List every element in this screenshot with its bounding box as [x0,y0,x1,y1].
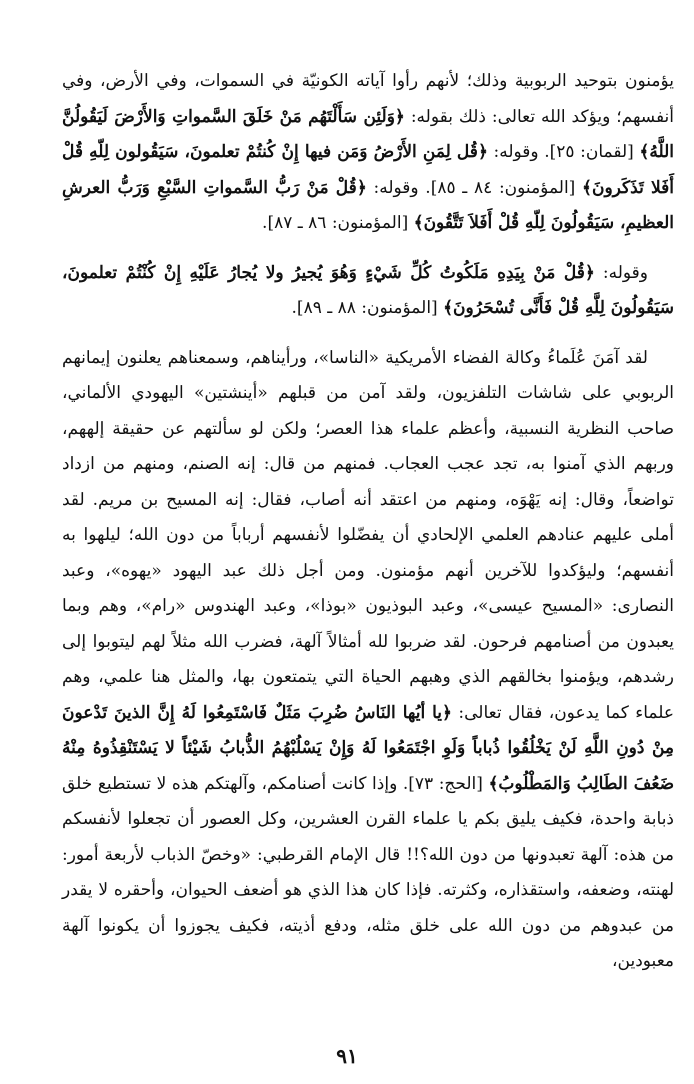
paragraph-3-segment-1: لقد آمَنَ عُلَماءُ وكالة الفضاء الأمريكية «الناسا»، ورأيناهم، وسمعناهم يعلنون إيمانهم الربوبي على شاشات التلفزيون، ولقد آمن من قبلهم «أينشتين» اليهودي الألماني، صاحب النظرية النسبية، وأعظم علماء هذا العصر؛ ولكن لو سألتهم عن حقيقة إلههم، وربهم الذي آمنوا به، تجد عجب العجاب. فمنهم من قال: إنه الصنم، ومنهم من ازداد تواضعاً، وقال: إنه يَهْوَه، ومنهم من اعتقد أنه أصاب، فقال: إنه المسيح بن مريم. لقد أملى عليهم عنادهم العلمي الإلحادي أن يفضّلوا لأنفسهم أرباباً من دون الله؛ ليلهوا به أنفسهم؛ وليؤكدوا للآخرين أنهم مؤمنون. ومن أجل ذلك عبد اليهود «يهوه»، وعبد النصارى: «المسيح عيسى»، وعبد البوذيون «بوذا»، وعبد الهندوس «رام»، وهم وبما يعبدون من أصنامهم فرحون. لقد ضربوا لله أمثالاً آلهة، فضرب الله مثلاً لهم ليتوبوا إلى رشدهم، ويؤمنوا بخالقهم الذي وهبهم الحياة التي يتمتعون بها، والمثل هنا علمي، وهم علماء كما يدعون، فقال تعالى: [62,347,674,723]
quran-verse: ﴿يا أيُها النَاسُ ضُرِبَ مَثَلٌ فَاسْتَمِعُوا لَهُ إِنَّ الذينَ تَدْعونَ مِنْ دُونِ اللَّهِ لَنْ يَخْلُقُوا ذُباباً وَلَوِ اجْتَمَعُوا لَهُ وَإِنْ يَسْلُبْهُمُ الذُّبابُ شَيْئاً لا يَسْتَنْقِذُوهُ مِنْهُ ضَعُفَ الطَالِبُ وَالمَطْلُوبُ﴾ [62,702,674,794]
paragraph-1 [62,64,674,242]
quran-verse: ﴿قُلْ مَنْ بِيَدِهِ مَلَكُوتُ كُلِّ شَيْءٍ وَهُوَ يُجيرُ ولا يُجارُ عَلَيْهِ إِنْ كُنْتُمْ تعلمونَ، سَيَقُولُونَ لِلَّهِ قُلْ فَأَنَّى تُسْحَرُونَ﴾ [62,262,674,318]
paragraph-1-segment-5: [المؤمنون: ٨٤ ـ ٨٥]. وقوله: [366,177,583,198]
paragraph-3-segment-3: [الحج: ٧٣]. وإذا كانت أصنامكم، وآلهتكم هذه لا تستطيع خلق ذبابة واحدة، فكيف يليق بكم يا علماء القرن العشرين، وكل العصور أن تجعلوا لأنفسكم من هذه: آلهة تعبدونها من دون الله؟!! قال الإمام القرطبي: «وخصّ الذباب لأربعة أمور: لهنته، وضعفه، واستقذاره، وكثرته. فإذا كان هذا الذي هو أضعف الحيوان، وأحقره لا يقدر من عبدوهم من دون الله على خلق مثله، ودفع أذيته، فكيف يجوزوا أن يكونوا آلهة معبودين، [62,773,674,971]
quran-verse: ﴿وَلَئِن سَأَلْتَهُم مَنْ خَلَقَ السَّمواتِ وَالأَرْضَ لَيَقُولُنَّ اللَّهُ﴾ [62,106,674,162]
quran-verse: ﴿قُلْ مَنْ رَبُّ السَّمواتِ السَّبْعِ وَرَبُّ العرشِ العظيمِ، سَيَقُولُونَ لِلّهِ قُلْ أَفَلاَ تَتَّقُونَ﴾ [62,177,674,233]
paragraph-1-segment-7: [المؤمنون: ٨٦ ـ ٨٧]. [262,213,414,233]
paragraph-2 [62,256,674,327]
paragraph-3 [62,341,674,980]
paragraph-1-segment-3: [لقمان: ٢٥]. وقوله: [487,142,640,162]
quran-verse: ﴿قُل لِمَنِ الأَرْضُ وَمَن فيها إِنْ كُنتُمْ تعلمونَ، سَيَقُولون لِلّهِ قُلْ أَفَلا تَذَكَرونَ﴾ [62,142,674,198]
page-body [62,64,674,980]
page-number: ٩١ [336,1044,358,1068]
paragraph-1-segment-1: يؤمنون بتوحيد الربوبية وذلك؛ لأنهم رأوا آياته الكونيّة في السموات، وفي الأرض، وفي أنفسهم؛ ويؤكد الله تعالى: ذلك بقوله: [62,71,674,127]
paragraph-2-segment-1: وقوله: [594,262,648,283]
paragraph-2-segment-3: [المؤمنون: ٨٨ ـ ٨٩]. [291,298,444,318]
